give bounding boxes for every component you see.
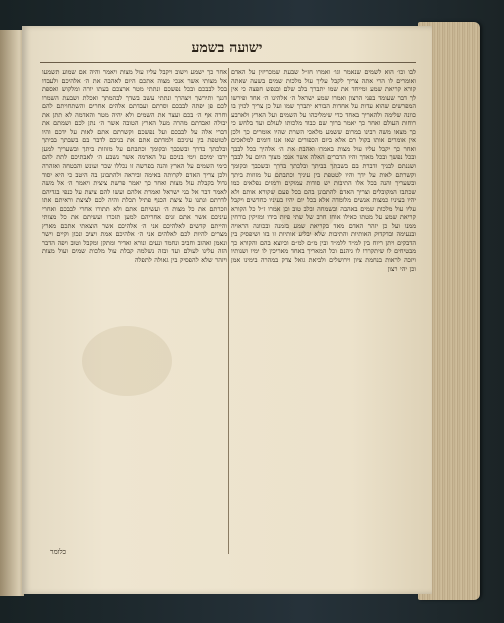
book-page (22, 26, 432, 594)
catchword: כלומר (50, 548, 67, 556)
running-head: ישועה בשמע (191, 40, 263, 56)
facing-page-edge (0, 30, 24, 596)
text-column-right: לבו וכו׳ הוא לשמים שנאמר וגו׳ ואמרו חז״ל שבעת שמכריזין על האדם ואומרים לו הרי אתה צריך לקבל עליך עול מלכות שמים בשעה שאתה קורא קריאת שמע ומייחד את שמו יתברך בלב שלם ובנפש חפצה כי אין לך דבר שעומד בפני הרצון ואמרו שמע ישראל ה׳ אלהינו ה׳ אחד ופירשו המפרשים שהוא עדות על אחדות הבורא יתברך שמו ועל כן צריך לכוין בו כוונה שלימה ולהאריך באחד כדי שימליכהו על השמים ועל הארץ ולארבע רוחות העולם ואחר כך יאמר ברוך שם כבוד מלכותו לעולם ועד בלחש כי כך מצאו משה רבינו במרום ששמע מלאכי השרת שהיו אומרים כך ולכן אין אומרים אותו בקול רם אלא ביום הכפורים שאז אנו דומים למלאכים ואחר כך יקבל עליו עול מצות באמרו ואהבת את ה׳ אלהיך בכל לבבך ובכל נפשך ובכל מאדך והיו הדברים האלה אשר אנכי מצוך היום על לבבך ושננתם לבניך ודברת בם בשבתך בביתך ובלכתך בדרך ובשכבך ובקומך וקשרתם לאות על ידך והיו לטטפת בין עיניך וכתבתם על מזוזות ביתך ובשעריך והנה בכל אלו התיבות יש סודות עמוקים ורמזים נפלאים כמו שכתבו המקובלים וצריך האדם להתבונן בהם בכל פעם שקורא אותם ולא יהיו בעיניו כמצות אנשים מלומדה אלא בכל יום יהיו בעיניו כחדשים ויקבל עליו עול מלכות שמים באהבה ובשמחה ובלב טוב וכן אמרו ז״ל כל הקורא קריאת שמע על מטתו כאילו אוחז חרב של שתי פיות בידו ומזיקין בורחין ממנו ועל כן יזהר האדם מאד בקריאת שמע בזמנה ובכוונה הראויה ובנעימה ובדקדוק האותיות והתיבות שלא יבליע אותיות זו בזו ושיפסיק בין הדבקים ויתן ריוח בין למ״ד ללמ״ד ובין מ״ם למ״ם וכיוצא בהם והקורא כך מבטיחים לו שיתקררו לו גיהנם וכל המאריך באחד מאריכין לו ימיו ושנותיו ויזכה לראות בנחמת ציון וירושלים ולביאת גואל צדק במהרה בימינו אמן וכן יהי רצון (231, 68, 416, 273)
column-divider (228, 68, 229, 554)
header-rule (40, 62, 416, 63)
text-column-left: אחר כך ישמע וישוב ויקבל עליו עול מצות ויאמר והיה אם שמוע תשמעו אל מצותי אשר אנכי מצוה אתכם היום לאהבה את ה׳ אלהיכם ולעבדו בכל לבבכם ובכל נפשכם ונתתי מטר ארצכם בעתו יורה ומלקוש ואספת דגנך ותירשך ויצהרך ונתתי עשב בשדך לבהמתך ואכלת ושבעת השמרו לכם פן יפתה לבבכם וסרתם ועבדתם אלהים אחרים והשתחויתם להם וחרה אף ה׳ בכם ועצר את השמים ולא יהיה מטר והאדמה לא תתן את יבולה ואבדתם מהרה מעל הארץ הטובה אשר ה׳ נתן לכם ושמתם את דברי אלה על לבבכם ועל נפשכם וקשרתם אתם לאות על ידכם והיו לטוטפת בין עיניכם ולמדתם אתם את בניכם לדבר בם בשבתך בביתך ובלכתך בדרך ובשכבך ובקומך וכתבתם על מזוזות ביתך ובשעריך למען ירבו ימיכם וימי בניכם על האדמה אשר נשבע ה׳ לאבתיכם לתת להם כימי השמים על הארץ והנה בפרשה זו נכללו שכר ועונש והבטחה ואזהרה ולכן צריך האדם לקרותה באימה וביראה ולהתבונן בה היטב כי היא יסוד גדול בקבלת עול מצות ואחר כך יאמר פרשת ציצית ויאמר ה׳ אל משה לאמר דבר אל בני ישראל ואמרת אלהם ועשו להם ציצת על כנפי בגדיהם לדרתם ונתנו על ציצת הכנף פתיל תכלת והיה לכם לציצת וראיתם אתו וזכרתם את כל מצות ה׳ ועשיתם אתם ולא תתורו אחרי לבבכם ואחרי עיניכם אשר אתם זנים אחריהם למען תזכרו ועשיתם את כל מצותי והייתם קדשים לאלהיכם אני ה׳ אלהיכם אשר הוצאתי אתכם מארץ מצרים להיות לכם לאלהים אני ה׳ אלהיכם אמת ויציב ונכון וקיים וישר ונאמן ואהוב וחביב ונחמד ונעים ונורא ואדיר ומתקן ומקבל וטוב ויפה הדבר הזה עלינו לעולם ועד ובזה נשלמה קבלת עול מלכות שמים ועול מצות ויזהר שלא להפסיק בין גאולה לתפלה (42, 68, 227, 265)
